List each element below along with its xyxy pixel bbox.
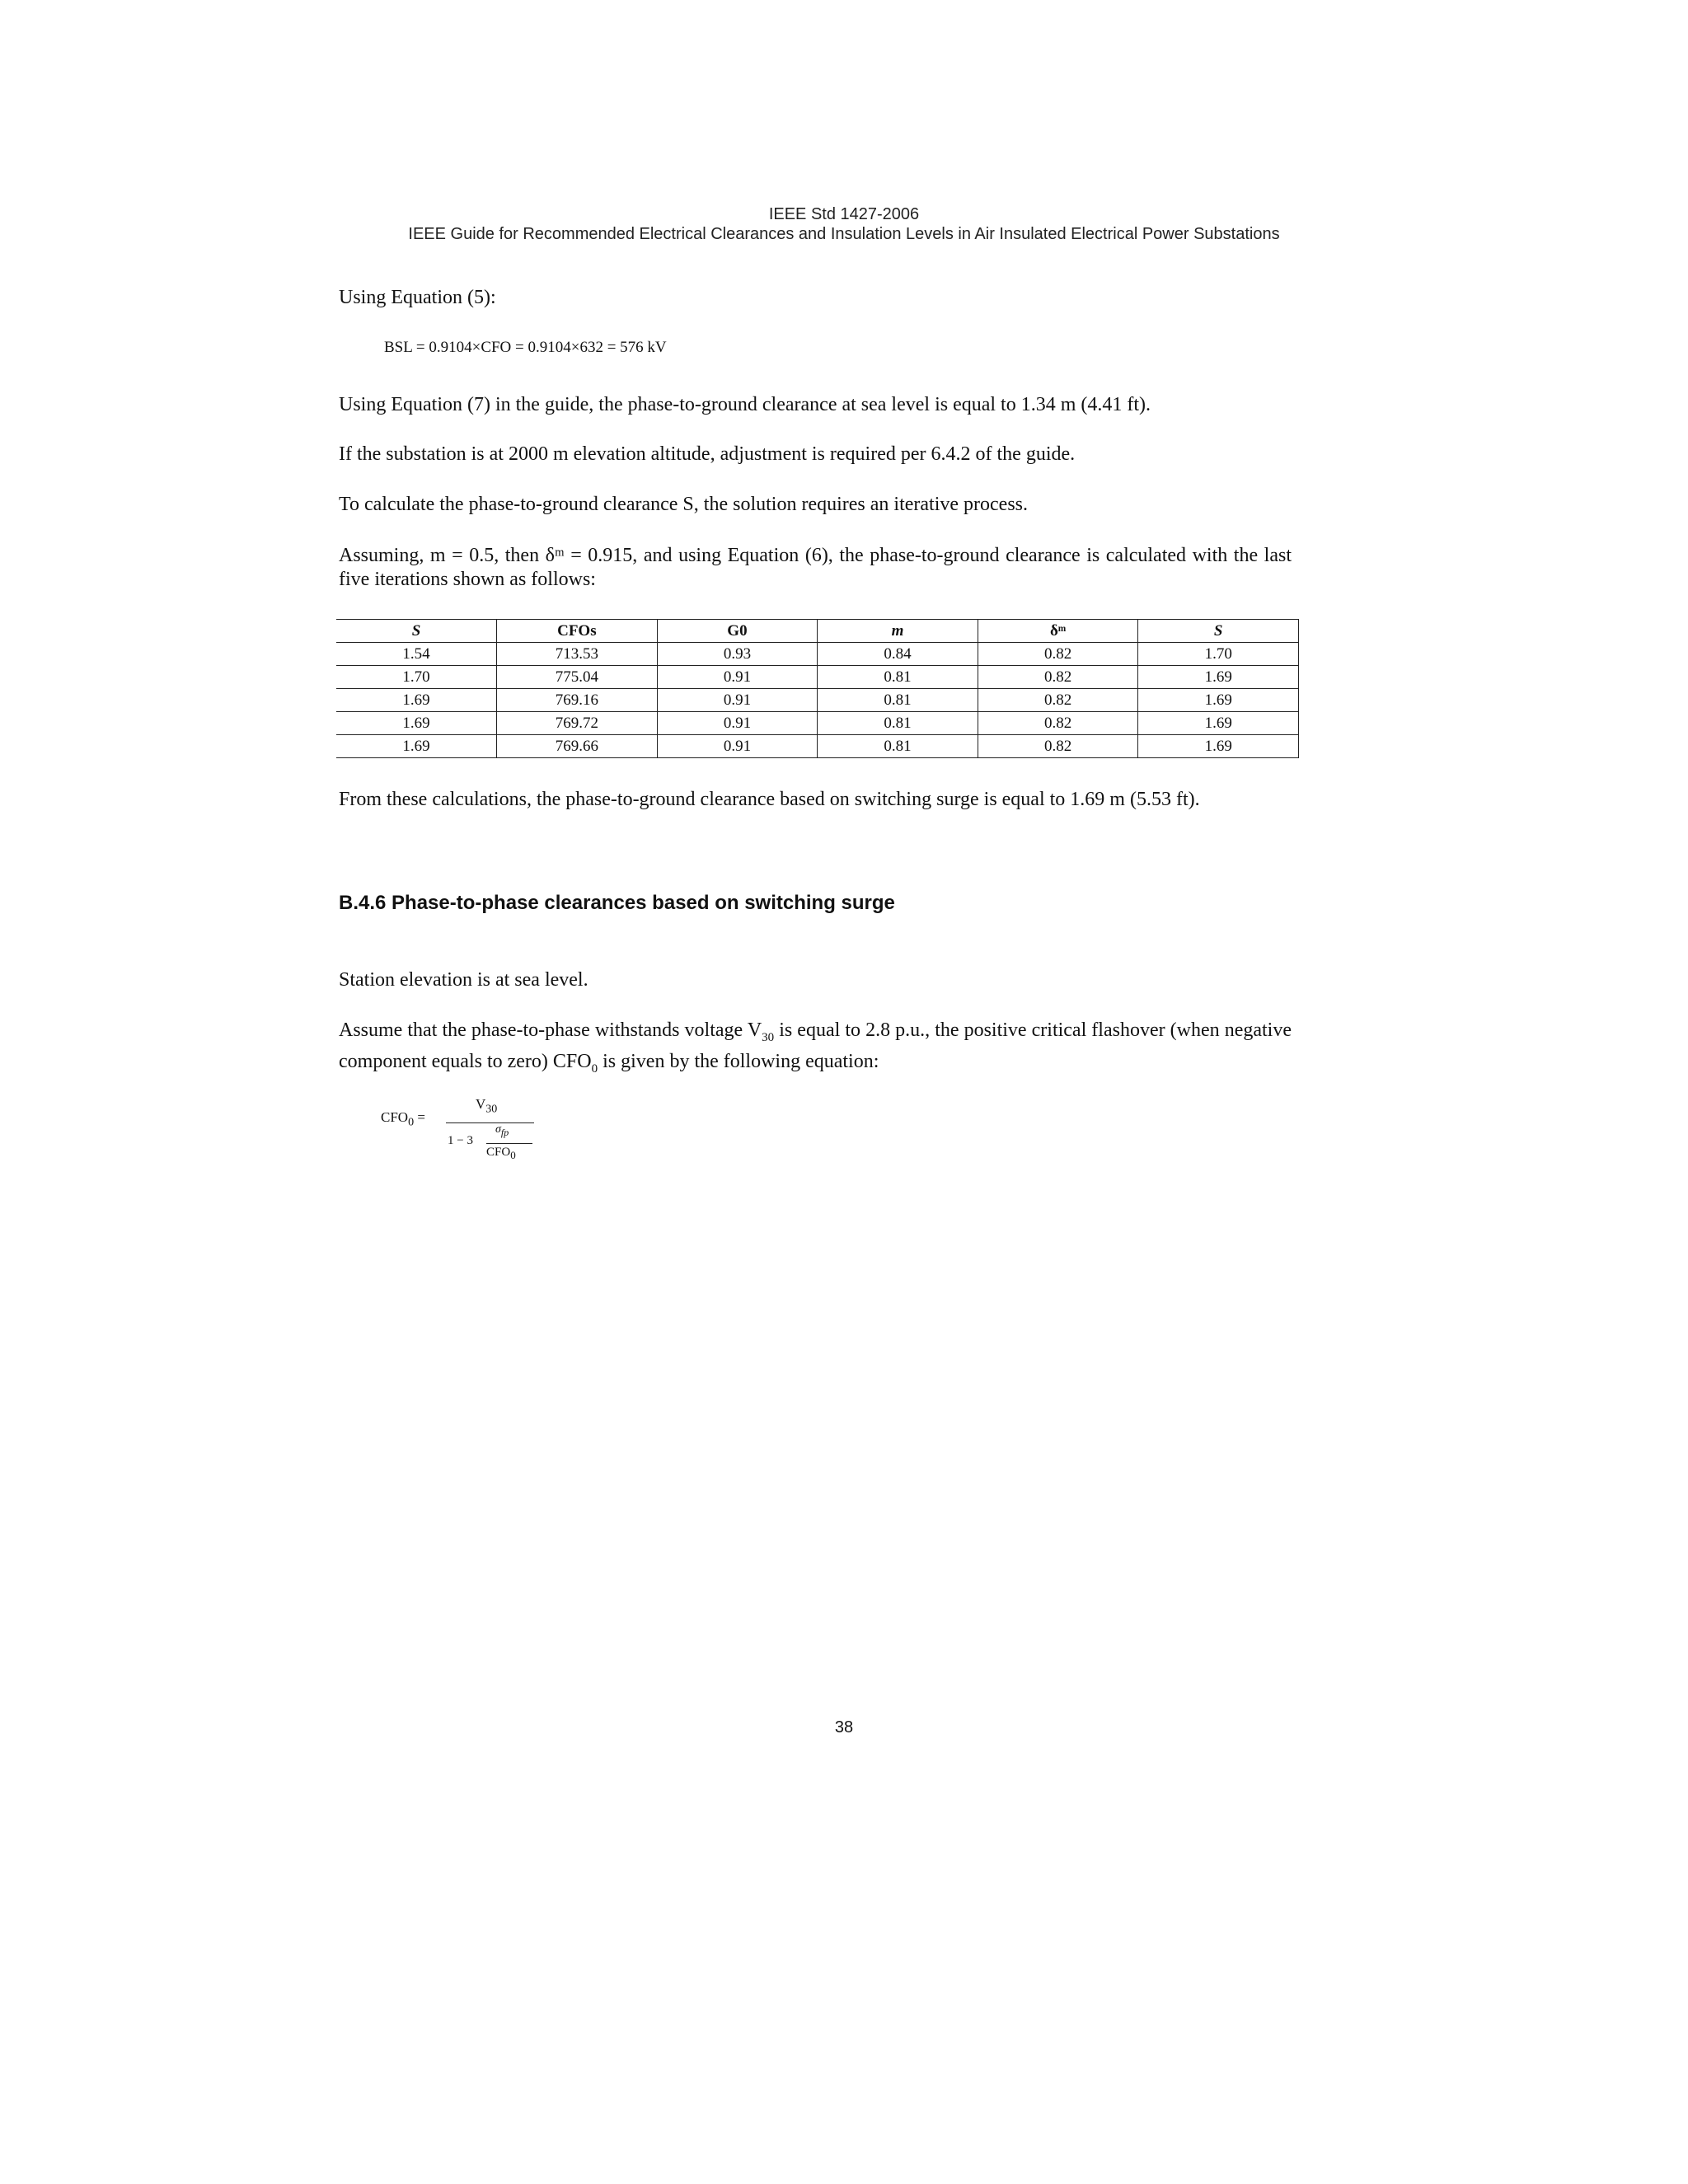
col-header-delta-m: δᵐ: [978, 620, 1138, 643]
den-cfo-sub: 0: [510, 1149, 516, 1161]
lhs-sub: 0: [408, 1116, 415, 1129]
table-cell: 775.04: [497, 666, 658, 689]
table-cell: 1.69: [336, 712, 497, 735]
equation-den-cfo: [486, 1146, 516, 1162]
equals-sign: =: [417, 1109, 425, 1125]
table-row: [336, 689, 1299, 712]
main-fraction-bar: [446, 1122, 534, 1123]
den-cfo: CFO: [486, 1146, 511, 1159]
table-row: [336, 735, 1299, 758]
table-cell: 0.82: [978, 689, 1138, 712]
num-v: V: [476, 1096, 486, 1112]
num-sub: 30: [485, 1103, 498, 1116]
inner-fraction-bar: [486, 1143, 532, 1144]
standard-number: IEEE Std 1427-2006: [768, 205, 920, 223]
table-cell: 0.91: [657, 666, 818, 689]
table-cell: 0.81: [818, 735, 978, 758]
col-header-s-new: S: [1138, 620, 1299, 643]
table-cell: 769.72: [497, 712, 658, 735]
assume-subscript-0: 0: [591, 1062, 598, 1076]
table-cell: 0.91: [657, 689, 818, 712]
bsl-equation: BSL = 0.9104×CFO = 0.9104×632 = 576 kV: [384, 339, 667, 356]
table-cell: 0.81: [818, 666, 978, 689]
using-equation-7: Using Equation (7) in the guide, the phase-to-ground clearance at sea level is equal to 1.34 m (4.41 ft).: [339, 394, 1151, 415]
sigma-sub: fp: [500, 1126, 509, 1138]
table-cell: 769.16: [497, 689, 658, 712]
table-header-row: [336, 620, 1299, 643]
iteration-table: [336, 619, 1299, 758]
table-cell: 1.69: [1138, 689, 1299, 712]
table-cell: 1.70: [1138, 643, 1299, 666]
table-cell: 0.84: [818, 643, 978, 666]
using-equation-5: Using Equation (5):: [339, 287, 496, 308]
table-cell: 0.81: [818, 712, 978, 735]
equation-sigma: [495, 1123, 509, 1139]
assuming-paragraph: Assuming, m = 0.5, then δᵐ = 0.915, and using Equation (6), the phase-to-ground clearance is calculated with the last five iterations shown as follows:: [339, 545, 1292, 590]
col-header-m: m: [818, 620, 978, 643]
table-cell: 1.69: [1138, 712, 1299, 735]
table-cell: 0.81: [818, 689, 978, 712]
table-cell: 0.91: [657, 712, 818, 735]
table-cell: 1.69: [336, 689, 497, 712]
station-paragraph: Station elevation is at sea level.: [339, 969, 588, 991]
table-row: [336, 643, 1299, 666]
table-cell: 0.93: [657, 643, 818, 666]
table-cell: 0.82: [978, 712, 1138, 735]
iterative-paragraph: To calculate the phase-to-ground clearance S, the solution requires an iterative process.: [339, 494, 1028, 515]
document-title: IEEE Guide for Recommended Electrical Clearances and Insulation Levels in Air Insulated Electrical Power Substations: [408, 225, 1280, 243]
table-cell: 713.53: [497, 643, 658, 666]
table-cell: 1.54: [336, 643, 497, 666]
assume-text-1: Assume that the phase-to-phase withstands voltage V: [339, 1019, 762, 1041]
table-cell: 0.91: [657, 735, 818, 758]
table-cell: 1.69: [1138, 735, 1299, 758]
col-header-s: S: [336, 620, 497, 643]
table-cell: 0.82: [978, 666, 1138, 689]
table-row: [336, 666, 1299, 689]
equation-numerator: [476, 1096, 497, 1116]
elevation-paragraph: If the substation is at 2000 m elevation altitude, adjustment is required per 6.4.2 of the guide.: [339, 443, 1076, 465]
result-paragraph: From these calculations, the phase-to-ground clearance based on switching surge is equal to 1.69 m (5.53 ft).: [339, 789, 1200, 810]
equation-den-prefix: 1 − 3: [448, 1134, 473, 1147]
assume-text-2: is equal to 2.8 p.u., the positive critical flashover (when negative component equals to zero) CFO: [339, 1019, 1292, 1072]
table-cell: 1.69: [336, 735, 497, 758]
table-cell: 1.69: [1138, 666, 1299, 689]
table-cell: 769.66: [497, 735, 658, 758]
assume-text-3: is given by the following equation:: [598, 1050, 879, 1072]
sigma-symbol: σ: [495, 1123, 501, 1136]
table-cell: 0.82: [978, 735, 1138, 758]
lhs-cfo: CFO: [381, 1109, 409, 1125]
table-cell: 0.82: [978, 643, 1138, 666]
col-header-cfos: CFOs: [497, 620, 658, 643]
col-header-g0: G0: [657, 620, 818, 643]
page-number: 38: [834, 1718, 854, 1736]
section-heading: B.4.6 Phase-to-phase clearances based on switching surge: [339, 892, 895, 914]
table-cell: 1.70: [336, 666, 497, 689]
assume-subscript-30: 30: [762, 1030, 775, 1044]
table-row: [336, 712, 1299, 735]
assume-paragraph: [339, 1019, 1292, 1081]
equation-lhs: [381, 1109, 425, 1129]
